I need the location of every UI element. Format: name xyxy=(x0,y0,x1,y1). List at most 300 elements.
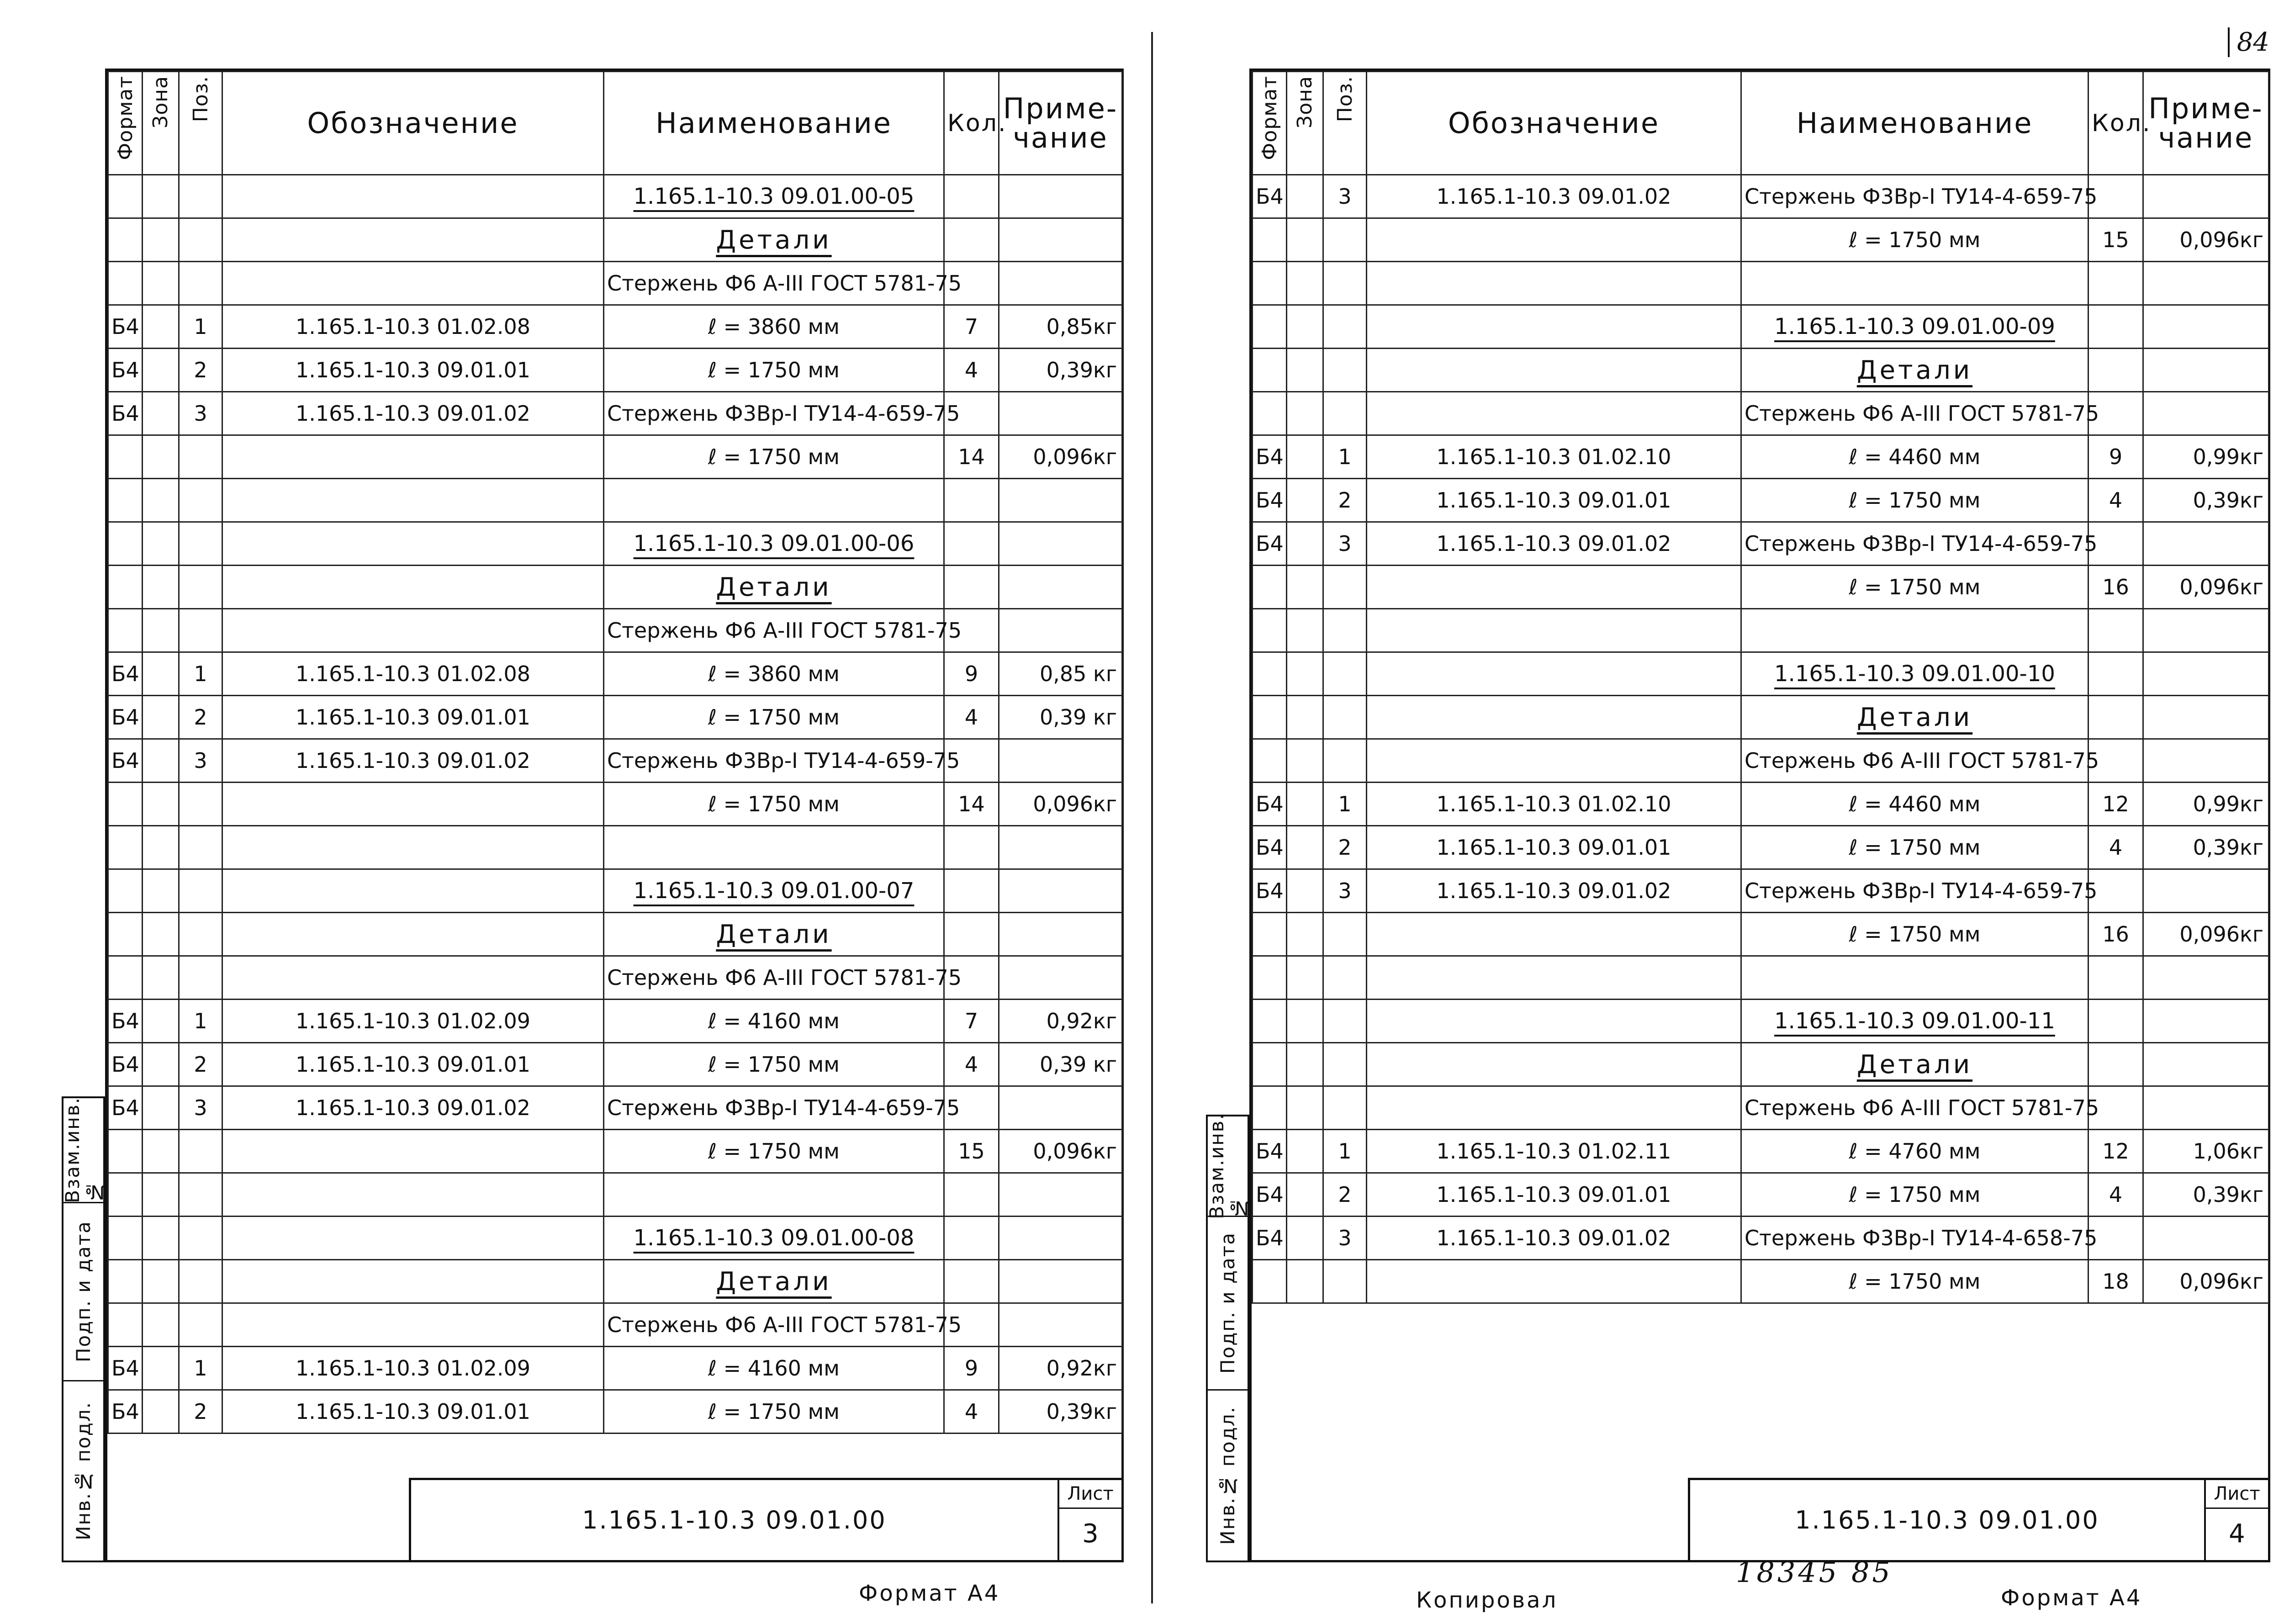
title-block xyxy=(409,1478,1121,1560)
table-row xyxy=(1253,869,2269,913)
cell-pos xyxy=(1323,349,1367,392)
cell-name xyxy=(604,218,944,262)
cell-note: 0,39кг xyxy=(2143,826,2269,869)
cell-designation: 1.165.1-10.3 09.01.01 xyxy=(222,1043,604,1086)
cell-zone xyxy=(143,435,179,479)
cell-note xyxy=(2143,392,2269,435)
cell-pos xyxy=(1323,262,1367,305)
cell-zone xyxy=(143,1130,179,1173)
length-value: ℓ = 4160 мм xyxy=(708,1356,840,1381)
cell-zone xyxy=(1287,349,1323,392)
cell-zone xyxy=(143,392,179,435)
table-row xyxy=(108,1086,1122,1130)
variant-code: 1.165.1-10.3 09.01.00-05 xyxy=(633,184,915,209)
cell-note xyxy=(999,1303,1122,1347)
cell-qty: 18 xyxy=(2088,1260,2143,1303)
cell-qty: 4 xyxy=(2088,1173,2143,1217)
archive-number: 18345 85 xyxy=(1736,1555,1893,1589)
header-pos: Поз. xyxy=(179,72,222,175)
table-row xyxy=(1253,696,2269,739)
cell-format: Б4 xyxy=(108,1086,143,1130)
table-row xyxy=(108,305,1122,349)
cell-format: Б4 xyxy=(1253,175,1287,218)
cell-pos: 3 xyxy=(1323,1217,1367,1260)
variant-code: 1.165.1-10.3 09.01.00-10 xyxy=(1774,661,2055,687)
cell-designation xyxy=(222,1130,604,1173)
cell-name: Стержень Ф3Вр-I ТУ14-4-659-75 xyxy=(604,1086,944,1130)
cell-name xyxy=(604,869,944,913)
cell-qty: 16 xyxy=(2088,566,2143,609)
header-name: Наименование xyxy=(1741,72,2088,175)
cell-designation: 1.165.1-10.3 09.01.02 xyxy=(1367,175,1741,218)
cell-format: Б4 xyxy=(1253,869,1287,913)
cell-format xyxy=(108,1130,143,1173)
table-row xyxy=(1253,349,2269,392)
cell-qty xyxy=(944,1217,999,1260)
cell-name xyxy=(1741,349,2088,392)
cell-note: 0,39кг xyxy=(2143,479,2269,522)
table-row xyxy=(108,566,1122,609)
cell-name xyxy=(1741,305,2088,349)
cell-pos: 1 xyxy=(179,1347,222,1390)
table-row xyxy=(108,522,1122,566)
table-row xyxy=(1253,609,2269,652)
cell-name xyxy=(604,826,944,869)
cell-pos: 1 xyxy=(1323,1130,1367,1173)
table-row xyxy=(108,1217,1122,1260)
length-value: ℓ = 4760 мм xyxy=(1849,1139,1981,1164)
cell-name: Стержень Ф3Вр-I ТУ14-4-659-75 xyxy=(604,392,944,435)
sheet-box xyxy=(2204,1480,2268,1560)
cell-pos: 1 xyxy=(1323,783,1367,826)
cell-format xyxy=(1253,696,1287,739)
table-row xyxy=(108,652,1122,696)
sheet-label: Лист xyxy=(2206,1480,2268,1509)
cell-zone xyxy=(1287,696,1323,739)
section-title: Детали xyxy=(1856,355,1973,385)
cell-designation xyxy=(222,1173,604,1217)
cell-name: Стержень Ф6 А-III ГОСТ 5781-75 xyxy=(1741,739,2088,783)
cell-name xyxy=(1741,696,2088,739)
cell-zone xyxy=(143,305,179,349)
cell-name xyxy=(1741,826,2088,869)
cell-zone xyxy=(143,175,179,218)
cell-format xyxy=(108,609,143,652)
cell-pos: 1 xyxy=(1323,435,1367,479)
cell-designation: 1.165.1-10.3 09.01.02 xyxy=(1367,1217,1741,1260)
cell-pos: 3 xyxy=(1323,175,1367,218)
cell-format xyxy=(108,869,143,913)
cell-designation: 1.165.1-10.3 09.01.02 xyxy=(222,392,604,435)
cell-note xyxy=(999,1086,1122,1130)
cell-designation xyxy=(222,566,604,609)
cell-name xyxy=(604,1260,944,1303)
cell-pos: 3 xyxy=(179,392,222,435)
cell-name xyxy=(604,522,944,566)
table-row xyxy=(1253,913,2269,956)
header-zone: Зона xyxy=(143,72,179,175)
cell-name xyxy=(604,1000,944,1043)
cell-format: Б4 xyxy=(108,349,143,392)
cell-qty xyxy=(2088,262,2143,305)
cell-zone xyxy=(143,479,179,522)
cell-zone xyxy=(143,783,179,826)
table-row xyxy=(108,349,1122,392)
cell-name xyxy=(604,1217,944,1260)
variant-code: 1.165.1-10.3 09.01.00-07 xyxy=(633,878,915,904)
cell-format xyxy=(1253,1000,1287,1043)
cell-format: Б4 xyxy=(108,1043,143,1086)
cell-note xyxy=(999,392,1122,435)
cell-note xyxy=(2143,175,2269,218)
cell-note: 0,99кг xyxy=(2143,435,2269,479)
cell-name xyxy=(1741,1000,2088,1043)
cell-pos: 2 xyxy=(179,696,222,739)
cell-designation xyxy=(1367,609,1741,652)
section-title: Детали xyxy=(716,572,832,602)
cell-designation xyxy=(222,1217,604,1260)
cell-pos xyxy=(1323,566,1367,609)
table-row xyxy=(108,913,1122,956)
cell-name xyxy=(604,783,944,826)
cell-name xyxy=(1741,652,2088,696)
section-title: Детали xyxy=(716,1266,832,1296)
cell-zone xyxy=(143,349,179,392)
cell-pos xyxy=(1323,652,1367,696)
cell-designation xyxy=(1367,218,1741,262)
cell-format xyxy=(108,435,143,479)
cell-zone xyxy=(143,739,179,783)
cell-pos xyxy=(179,262,222,305)
cell-qty xyxy=(944,826,999,869)
cell-note: 1,06кг xyxy=(2143,1130,2269,1173)
length-value: ℓ = 1750 мм xyxy=(708,1052,840,1077)
sheet-box xyxy=(1057,1480,1121,1560)
variant-code: 1.165.1-10.3 09.01.00-08 xyxy=(633,1225,915,1251)
length-value: ℓ = 1750 мм xyxy=(1849,488,1981,513)
cell-qty: 15 xyxy=(944,1130,999,1173)
cell-pos xyxy=(179,1217,222,1260)
cell-format xyxy=(1253,218,1287,262)
cell-zone xyxy=(1287,435,1323,479)
cell-qty: 9 xyxy=(944,652,999,696)
table-row xyxy=(1253,783,2269,826)
cell-name xyxy=(1741,783,2088,826)
cell-name: Стержень Ф3Вр-I ТУ14-4-659-75 xyxy=(1741,869,2088,913)
cell-designation xyxy=(1367,349,1741,392)
cell-note: 0,99кг xyxy=(2143,783,2269,826)
cell-designation: 1.165.1-10.3 09.01.01 xyxy=(1367,1173,1741,1217)
side-stamp-left xyxy=(62,1096,105,1562)
cell-note: 0,096кг xyxy=(2143,218,2269,262)
table-row xyxy=(108,1043,1122,1086)
cell-zone xyxy=(1287,522,1323,566)
cell-designation xyxy=(222,609,604,652)
table-row xyxy=(1253,392,2269,435)
cell-name xyxy=(604,175,944,218)
length-value: ℓ = 1750 мм xyxy=(708,1139,840,1164)
cell-designation xyxy=(222,869,604,913)
cell-designation xyxy=(1367,652,1741,696)
cell-designation xyxy=(1367,696,1741,739)
cell-designation: 1.165.1-10.3 01.02.08 xyxy=(222,305,604,349)
length-value: ℓ = 4460 мм xyxy=(1849,792,1981,816)
cell-designation xyxy=(222,479,604,522)
cell-zone xyxy=(143,1217,179,1260)
cell-pos xyxy=(179,609,222,652)
cell-note xyxy=(2143,305,2269,349)
cell-zone xyxy=(1287,1130,1323,1173)
cell-format: Б4 xyxy=(108,652,143,696)
cell-designation: 1.165.1-10.3 09.01.02 xyxy=(222,1086,604,1130)
table-row xyxy=(1253,826,2269,869)
cell-format xyxy=(108,522,143,566)
cell-name: Стержень Ф6 А-III ГОСТ 5781-75 xyxy=(1741,1086,2088,1130)
cell-format: Б4 xyxy=(108,1000,143,1043)
cell-name xyxy=(604,1173,944,1217)
cell-name xyxy=(604,696,944,739)
cell-format: Б4 xyxy=(1253,783,1287,826)
header-qty: Кол. xyxy=(944,72,999,175)
cell-designation xyxy=(222,913,604,956)
table-row xyxy=(108,479,1122,522)
cell-pos: 2 xyxy=(179,1390,222,1434)
cell-designation xyxy=(1367,1260,1741,1303)
cell-note xyxy=(2143,652,2269,696)
cell-designation: 1.165.1-10.3 01.02.11 xyxy=(1367,1130,1741,1173)
cell-pos xyxy=(1323,392,1367,435)
table-row xyxy=(108,392,1122,435)
cell-pos xyxy=(1323,609,1367,652)
table-row xyxy=(108,956,1122,1000)
stamp-inv-orig: Инв.№ подл. xyxy=(72,1402,95,1540)
header-note: Приме-чание xyxy=(2143,72,2269,175)
cell-format xyxy=(1253,392,1287,435)
cell-name xyxy=(604,652,944,696)
variant-code: 1.165.1-10.3 09.01.00-06 xyxy=(633,531,915,556)
cell-zone xyxy=(143,913,179,956)
document-code: 1.165.1-10.3 09.01.00 xyxy=(582,1506,887,1534)
header-zone: Зона xyxy=(1287,72,1323,175)
cell-note xyxy=(999,956,1122,1000)
table-row xyxy=(1253,652,2269,696)
cell-format xyxy=(1253,913,1287,956)
cell-name xyxy=(1741,1043,2088,1086)
cell-pos xyxy=(1323,1000,1367,1043)
cell-format xyxy=(108,175,143,218)
cell-note xyxy=(999,175,1122,218)
cell-qty: 14 xyxy=(944,783,999,826)
table-row xyxy=(108,869,1122,913)
cell-pos xyxy=(179,783,222,826)
length-value: ℓ = 1750 мм xyxy=(708,705,840,730)
cell-pos: 1 xyxy=(179,652,222,696)
cell-zone xyxy=(1287,1217,1323,1260)
cell-zone xyxy=(143,1086,179,1130)
table-row xyxy=(108,1130,1122,1173)
cell-name xyxy=(1741,913,2088,956)
cell-zone xyxy=(143,609,179,652)
cell-zone xyxy=(143,522,179,566)
table-row xyxy=(1253,1043,2269,1086)
table-header xyxy=(1253,72,2269,175)
cell-format: Б4 xyxy=(1253,479,1287,522)
cell-qty xyxy=(944,479,999,522)
cell-pos xyxy=(179,913,222,956)
table-row xyxy=(1253,1173,2269,1217)
length-value: ℓ = 1750 мм xyxy=(1849,227,1981,252)
cell-note xyxy=(999,1260,1122,1303)
cell-pos xyxy=(179,1303,222,1347)
cell-qty xyxy=(2088,1000,2143,1043)
table-row xyxy=(1253,1130,2269,1173)
stamp-inv-repl: Взам.инв.№ xyxy=(1205,1113,1250,1219)
cell-format: Б4 xyxy=(108,1347,143,1390)
cell-qty: 7 xyxy=(944,305,999,349)
cell-name xyxy=(1741,435,2088,479)
cell-designation: 1.165.1-10.3 09.01.01 xyxy=(1367,479,1741,522)
cell-designation xyxy=(222,1303,604,1347)
cell-pos xyxy=(179,479,222,522)
cell-note xyxy=(2143,262,2269,305)
cell-qty: 4 xyxy=(944,696,999,739)
cell-pos xyxy=(179,869,222,913)
cell-note xyxy=(999,913,1122,956)
cell-pos xyxy=(179,566,222,609)
cell-designation xyxy=(1367,392,1741,435)
cell-format: Б4 xyxy=(1253,522,1287,566)
cell-zone xyxy=(1287,826,1323,869)
cell-qty xyxy=(2088,609,2143,652)
cell-designation xyxy=(222,783,604,826)
cell-pos: 1 xyxy=(179,305,222,349)
cell-note xyxy=(999,262,1122,305)
cell-pos: 3 xyxy=(179,739,222,783)
cell-zone xyxy=(1287,1043,1323,1086)
table-row xyxy=(108,1173,1122,1217)
cell-note: 0,39кг xyxy=(999,349,1122,392)
stamp-inv-repl: Взам.инв.№ xyxy=(61,1097,106,1203)
cell-pos xyxy=(1323,218,1367,262)
cell-format xyxy=(108,262,143,305)
cell-zone xyxy=(1287,262,1323,305)
length-value: ℓ = 4160 мм xyxy=(708,1009,840,1033)
cell-zone xyxy=(143,1347,179,1390)
section-title: Детали xyxy=(1856,1049,1973,1079)
table-row xyxy=(108,1260,1122,1303)
cell-qty: 4 xyxy=(944,1390,999,1434)
cell-format xyxy=(108,218,143,262)
cell-pos xyxy=(1323,956,1367,1000)
cell-zone xyxy=(143,1000,179,1043)
document-code: 1.165.1-10.3 09.01.00 xyxy=(1795,1506,2099,1534)
cell-qty: 4 xyxy=(944,1043,999,1086)
cell-format xyxy=(1253,609,1287,652)
cell-pos: 2 xyxy=(179,1043,222,1086)
cell-name: Стержень Ф6 А-III ГОСТ 5781-75 xyxy=(604,1303,944,1347)
page-number: 84 xyxy=(2228,27,2269,57)
cell-qty xyxy=(944,1260,999,1303)
cell-format xyxy=(1253,652,1287,696)
table-body xyxy=(1253,175,2269,1303)
cell-qty: 7 xyxy=(944,1000,999,1043)
cell-qty xyxy=(2088,652,2143,696)
cell-qty xyxy=(944,218,999,262)
cell-qty xyxy=(2088,696,2143,739)
cell-name xyxy=(1741,1260,2088,1303)
cell-designation xyxy=(1367,913,1741,956)
length-value: ℓ = 3860 мм xyxy=(708,661,840,686)
cell-note xyxy=(2143,869,2269,913)
table-row xyxy=(108,1347,1122,1390)
section-title: Детали xyxy=(716,225,832,255)
cell-name xyxy=(604,349,944,392)
cell-designation xyxy=(1367,262,1741,305)
length-value: ℓ = 1750 мм xyxy=(1849,575,1981,599)
cell-qty: 4 xyxy=(944,349,999,392)
cell-designation: 1.165.1-10.3 09.01.01 xyxy=(222,1390,604,1434)
cell-note xyxy=(2143,349,2269,392)
cell-zone xyxy=(1287,175,1323,218)
cell-zone xyxy=(143,869,179,913)
cell-note: 0,92кг xyxy=(999,1000,1122,1043)
stamp-sign-date: Подп. и дата xyxy=(63,1203,103,1381)
cell-name xyxy=(604,1043,944,1086)
cell-note xyxy=(2143,739,2269,783)
copied-label: Копировал xyxy=(1416,1587,1558,1613)
table-row xyxy=(1253,1217,2269,1260)
cell-format xyxy=(1253,739,1287,783)
cell-zone xyxy=(1287,1000,1323,1043)
cell-note xyxy=(999,609,1122,652)
cell-zone xyxy=(1287,566,1323,609)
table-row xyxy=(1253,305,2269,349)
table-row xyxy=(108,1303,1122,1347)
length-value: ℓ = 1750 мм xyxy=(1849,1269,1981,1294)
cell-qty: 4 xyxy=(2088,826,2143,869)
cell-zone xyxy=(143,1260,179,1303)
cell-name xyxy=(1741,609,2088,652)
cell-pos xyxy=(179,1130,222,1173)
header-note: Приме-чание xyxy=(999,72,1122,175)
cell-zone xyxy=(1287,1260,1323,1303)
cell-pos: 3 xyxy=(179,1086,222,1130)
cell-pos xyxy=(1323,1043,1367,1086)
cell-format: Б4 xyxy=(108,739,143,783)
cell-pos xyxy=(179,218,222,262)
table-row xyxy=(1253,479,2269,522)
cell-qty: 14 xyxy=(944,435,999,479)
cell-zone xyxy=(143,1173,179,1217)
cell-format: Б4 xyxy=(108,696,143,739)
table-row xyxy=(108,262,1122,305)
cell-note: 0,92кг xyxy=(999,1347,1122,1390)
table-row xyxy=(108,696,1122,739)
cell-note: 0,85кг xyxy=(999,305,1122,349)
title-block xyxy=(1688,1478,2268,1560)
cell-name xyxy=(604,1347,944,1390)
cell-format xyxy=(1253,566,1287,609)
cell-designation xyxy=(222,175,604,218)
cell-format xyxy=(1253,1043,1287,1086)
cell-format: Б4 xyxy=(1253,1173,1287,1217)
spec-sheet-left xyxy=(105,69,1124,1562)
table-row xyxy=(108,826,1122,869)
cell-designation xyxy=(1367,1043,1741,1086)
cell-designation: 1.165.1-10.3 01.02.09 xyxy=(222,1347,604,1390)
table-row xyxy=(1253,218,2269,262)
sheet-number: 4 xyxy=(2229,1519,2245,1549)
